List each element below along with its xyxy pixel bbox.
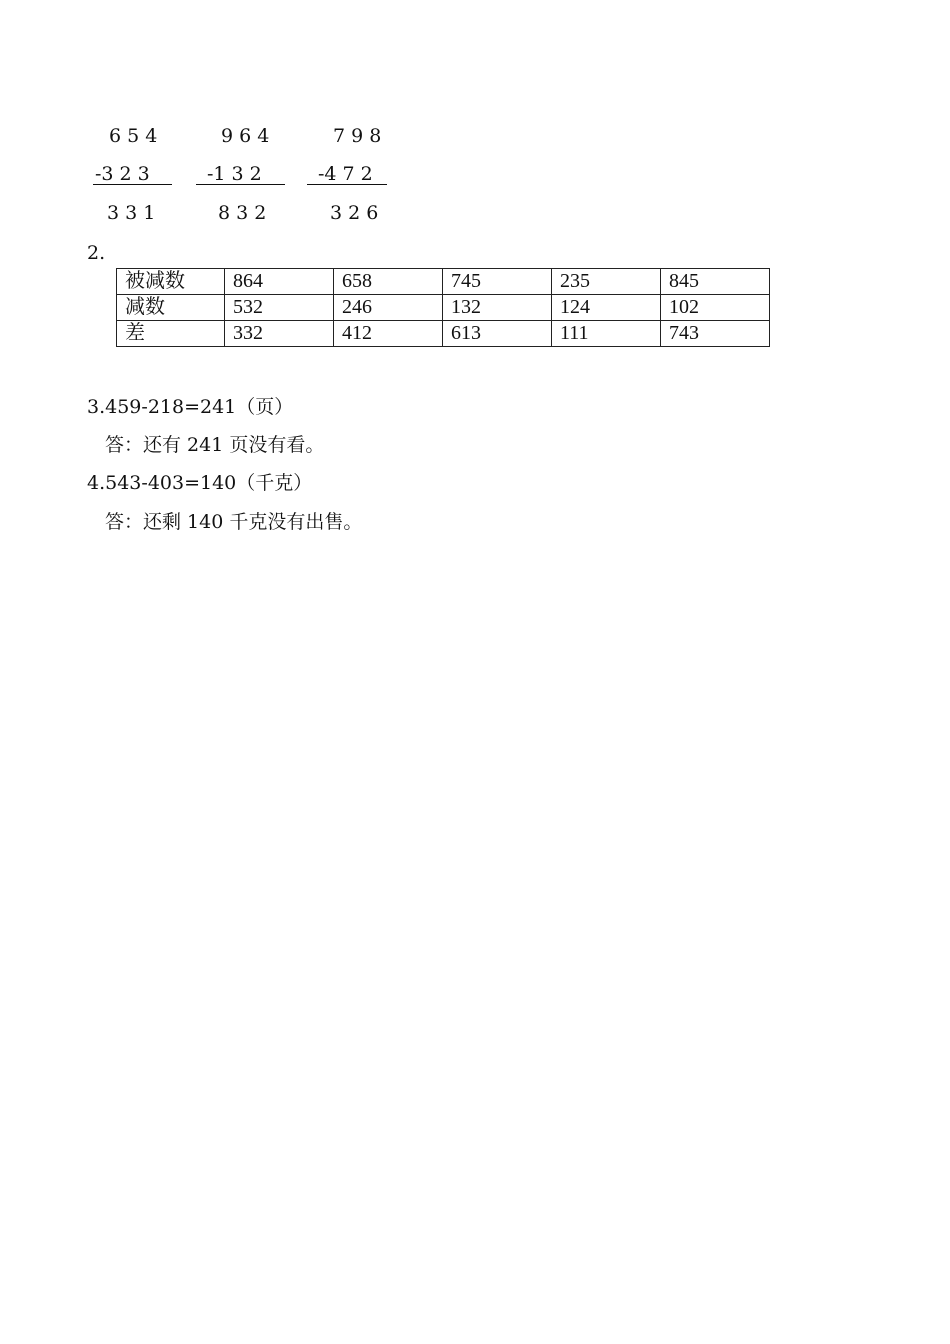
table-cell: 613 [443,321,552,347]
table-cell: 102 [661,295,770,321]
table-cell: 412 [334,321,443,347]
table-cell: 745 [443,269,552,295]
difference-table [116,268,770,347]
table-row-minuend [117,269,770,295]
row-header: 差 [117,321,225,347]
section-4-answer: 答：还剩 140 千克没有出售。 [105,511,363,533]
table-cell: 235 [552,269,661,295]
row-header: 减数 [117,295,225,321]
result: 3 2 6 [330,202,379,224]
table-cell: 132 [443,295,552,321]
underline [307,184,387,185]
table-cell: 845 [661,269,770,295]
table-cell: 864 [225,269,334,295]
result: 3 3 1 [107,202,156,224]
table-cell: 532 [225,295,334,321]
table-cell: 658 [334,269,443,295]
underline [196,184,285,185]
section-3-equation: 3.459-218=241（页） [87,396,294,418]
table-cell: 332 [225,321,334,347]
section-2-label: 2. [87,242,106,264]
subtrahend: -3 2 3 [95,163,150,185]
underline [93,184,172,185]
row-header: 被减数 [117,269,225,295]
subtrahend: -4 7 2 [318,163,373,185]
table-cell: 124 [552,295,661,321]
table-cell: 743 [661,321,770,347]
table-row-subtrahend [117,295,770,321]
minuend: 7 9 8 [333,125,382,147]
section-4-equation: 4.543-403=140（千克） [87,472,313,494]
table-cell: 246 [334,295,443,321]
table-cell: 111 [552,321,661,347]
result: 8 3 2 [218,202,267,224]
minuend: 6 5 4 [109,125,158,147]
section-3-answer: 答：还有 241 页没有看。 [105,434,325,456]
table-row-difference [117,321,770,347]
subtrahend: -1 3 2 [207,163,262,185]
minuend: 9 6 4 [221,125,270,147]
